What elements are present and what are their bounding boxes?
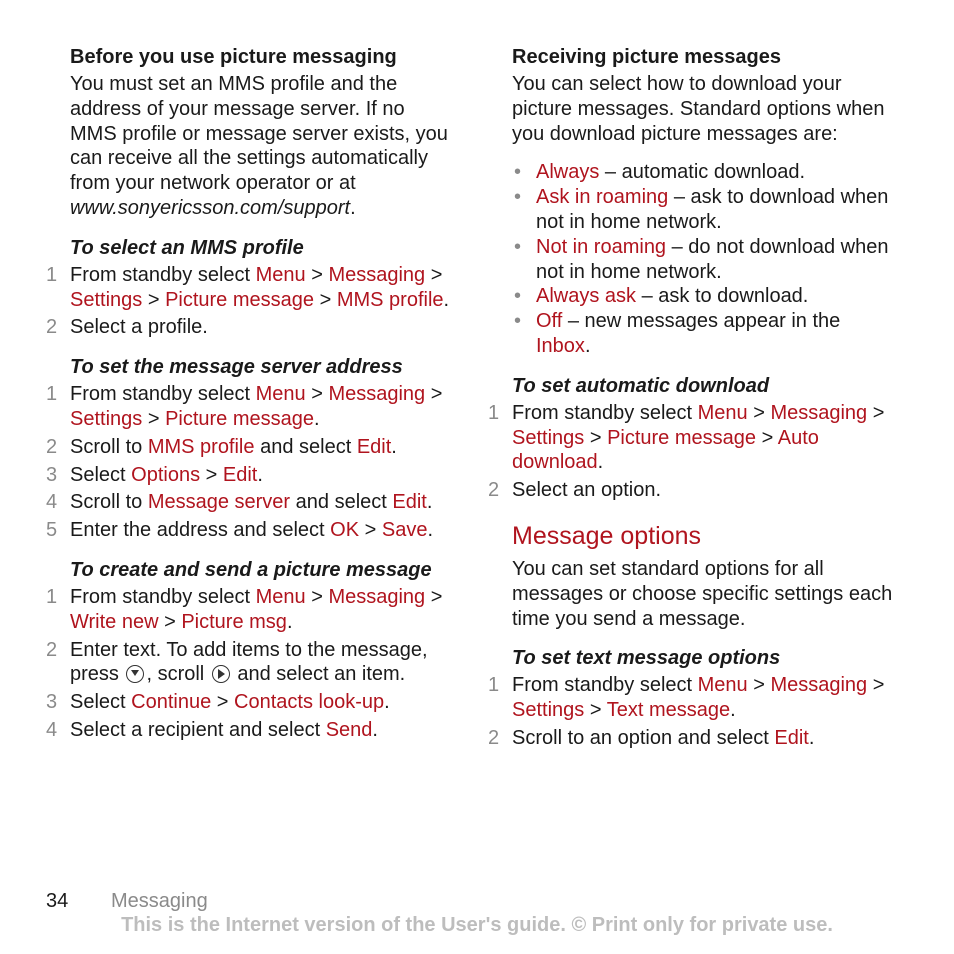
menu-link[interactable]: Menu <box>255 383 306 406</box>
menu-link[interactable]: Menu <box>255 263 306 286</box>
messaging-link[interactable]: Messaging <box>328 263 426 286</box>
task-heading: To set text message options <box>512 647 781 670</box>
picture-msg-link[interactable]: Picture msg <box>181 610 287 633</box>
paragraph: You can set standard options for all messages or choose specific settings each time you send a message. <box>512 557 893 630</box>
paragraph: You can select how to download your picture messages. Standard options when you download picture messages are: <box>512 73 885 145</box>
picture-message-link[interactable]: Picture message <box>607 426 757 449</box>
messaging-link[interactable]: Messaging <box>770 401 868 424</box>
step: 2 Scroll to MMS profile and select Edit. <box>46 435 397 458</box>
task-heading: To create and send a picture message <box>70 558 432 581</box>
messaging-link[interactable]: Messaging <box>328 383 426 406</box>
text-message-link[interactable]: Text message <box>606 699 731 722</box>
step-list <box>46 263 456 340</box>
step: 2 Select an option. <box>488 479 661 502</box>
send-link[interactable]: Send <box>325 718 373 741</box>
message-server-link[interactable]: Message server <box>147 491 291 514</box>
messaging-link[interactable]: Messaging <box>770 674 868 697</box>
settings-link[interactable]: Settings <box>70 288 143 311</box>
step: 2 Enter text. To add items to the message, press , scroll and select an item. <box>46 638 428 686</box>
not-in-roaming-link[interactable]: Not in roaming <box>536 235 667 258</box>
write-new-link[interactable]: Write new <box>70 610 159 633</box>
right-column <box>488 44 898 754</box>
continue-link[interactable]: Continue <box>131 691 212 714</box>
step-list <box>46 585 456 743</box>
auto-download-link[interactable]: Auto download <box>512 426 819 474</box>
copyright-note: This is the Internet version of the User's guide. © Print only for private use. <box>121 914 833 936</box>
chapter-heading: Message options <box>512 521 702 550</box>
step-list <box>488 673 898 750</box>
settings-link[interactable]: Settings <box>70 407 143 430</box>
step: 4 Select a recipient and select Send. <box>46 718 378 741</box>
step: 4 Scroll to Message server and select Edit. <box>46 491 433 514</box>
paragraph: You must set an MMS profile and the address of your message server. If no MMS profile or message server exists, you can receive all the settings automatically from your network operator or at www.sonyericsson.com/support. <box>70 73 448 219</box>
step: 1 From standby select Menu > Messaging > Settings > Picture message. <box>46 383 443 430</box>
selection-key-icon <box>126 665 144 683</box>
section-name: Messaging <box>111 890 208 912</box>
step-list <box>46 382 456 543</box>
options-link[interactable]: Options <box>131 463 201 486</box>
menu-link[interactable]: Menu <box>697 401 748 424</box>
ask-in-roaming-link[interactable]: Ask in roaming <box>536 186 669 209</box>
step: 5 Enter the address and select OK > Save. <box>46 519 434 542</box>
step-list <box>488 401 898 503</box>
option-list <box>512 160 898 358</box>
step: 2 Scroll to an option and select Edit. <box>488 726 815 749</box>
picture-message-link[interactable]: Picture message <box>165 407 315 430</box>
page-number: 34 <box>46 890 69 912</box>
always-ask-link[interactable]: Always ask <box>536 285 637 308</box>
step: 1 From standby select Menu > Messaging > Write new > Picture msg. <box>46 585 443 633</box>
list-item: • Always – automatic download. <box>514 161 806 184</box>
section-heading: Before you use picture messaging <box>70 46 397 68</box>
save-link[interactable]: Save <box>381 519 428 542</box>
navigation-key-icon <box>212 665 230 683</box>
list-item: • Ask in roaming – ask to download when not in home network. <box>514 186 889 233</box>
left-column <box>46 44 456 746</box>
off-link[interactable]: Off <box>536 310 563 333</box>
inbox-link[interactable]: Inbox <box>536 334 585 357</box>
task-heading: To set the message server address <box>70 356 403 379</box>
list-item: • Off – new messages appear in the Inbox. <box>514 310 841 357</box>
step: 3 Select Continue > Contacts look-up. <box>46 691 390 714</box>
settings-link[interactable]: Settings <box>512 426 585 449</box>
edit-link[interactable]: Edit <box>392 491 427 514</box>
section-heading: Receiving picture messages <box>512 46 782 68</box>
messaging-link[interactable]: Messaging <box>328 585 426 608</box>
picture-message-link[interactable]: Picture message <box>165 288 315 311</box>
always-link[interactable]: Always <box>536 161 600 184</box>
step: 1 From standby select Menu > Messaging > Settings > Picture message > MMS profile. <box>46 263 450 311</box>
step: 1 From standby select Menu > Messaging > Settings > Text message. <box>488 674 885 722</box>
list-item: • Always ask – ask to download. <box>514 285 809 308</box>
edit-link[interactable]: Edit <box>222 463 258 486</box>
ok-link[interactable]: OK <box>330 519 360 542</box>
task-heading: To select an MMS profile <box>70 236 304 259</box>
step: 2 Select a profile. <box>46 316 208 339</box>
support-url: www.sonyericsson.com/support <box>70 196 351 219</box>
step: 1 From standby select Menu > Messaging > Settings > Picture message > Auto download. <box>488 401 885 474</box>
settings-link[interactable]: Settings <box>512 699 585 722</box>
list-item: • Not in roaming – do not download when not in home network. <box>514 235 889 283</box>
edit-link[interactable]: Edit <box>774 726 809 749</box>
menu-link[interactable]: Menu <box>255 585 306 608</box>
mms-profile-link[interactable]: MMS profile <box>147 435 255 458</box>
task-heading: To set automatic download <box>512 374 770 397</box>
edit-link[interactable]: Edit <box>356 435 392 458</box>
mms-profile-link[interactable]: MMS profile <box>336 288 444 311</box>
step: 3 Select Options > Edit. <box>46 463 263 486</box>
menu-link[interactable]: Menu <box>697 674 748 697</box>
contacts-look-up-link[interactable]: Contacts look-up <box>234 691 385 714</box>
